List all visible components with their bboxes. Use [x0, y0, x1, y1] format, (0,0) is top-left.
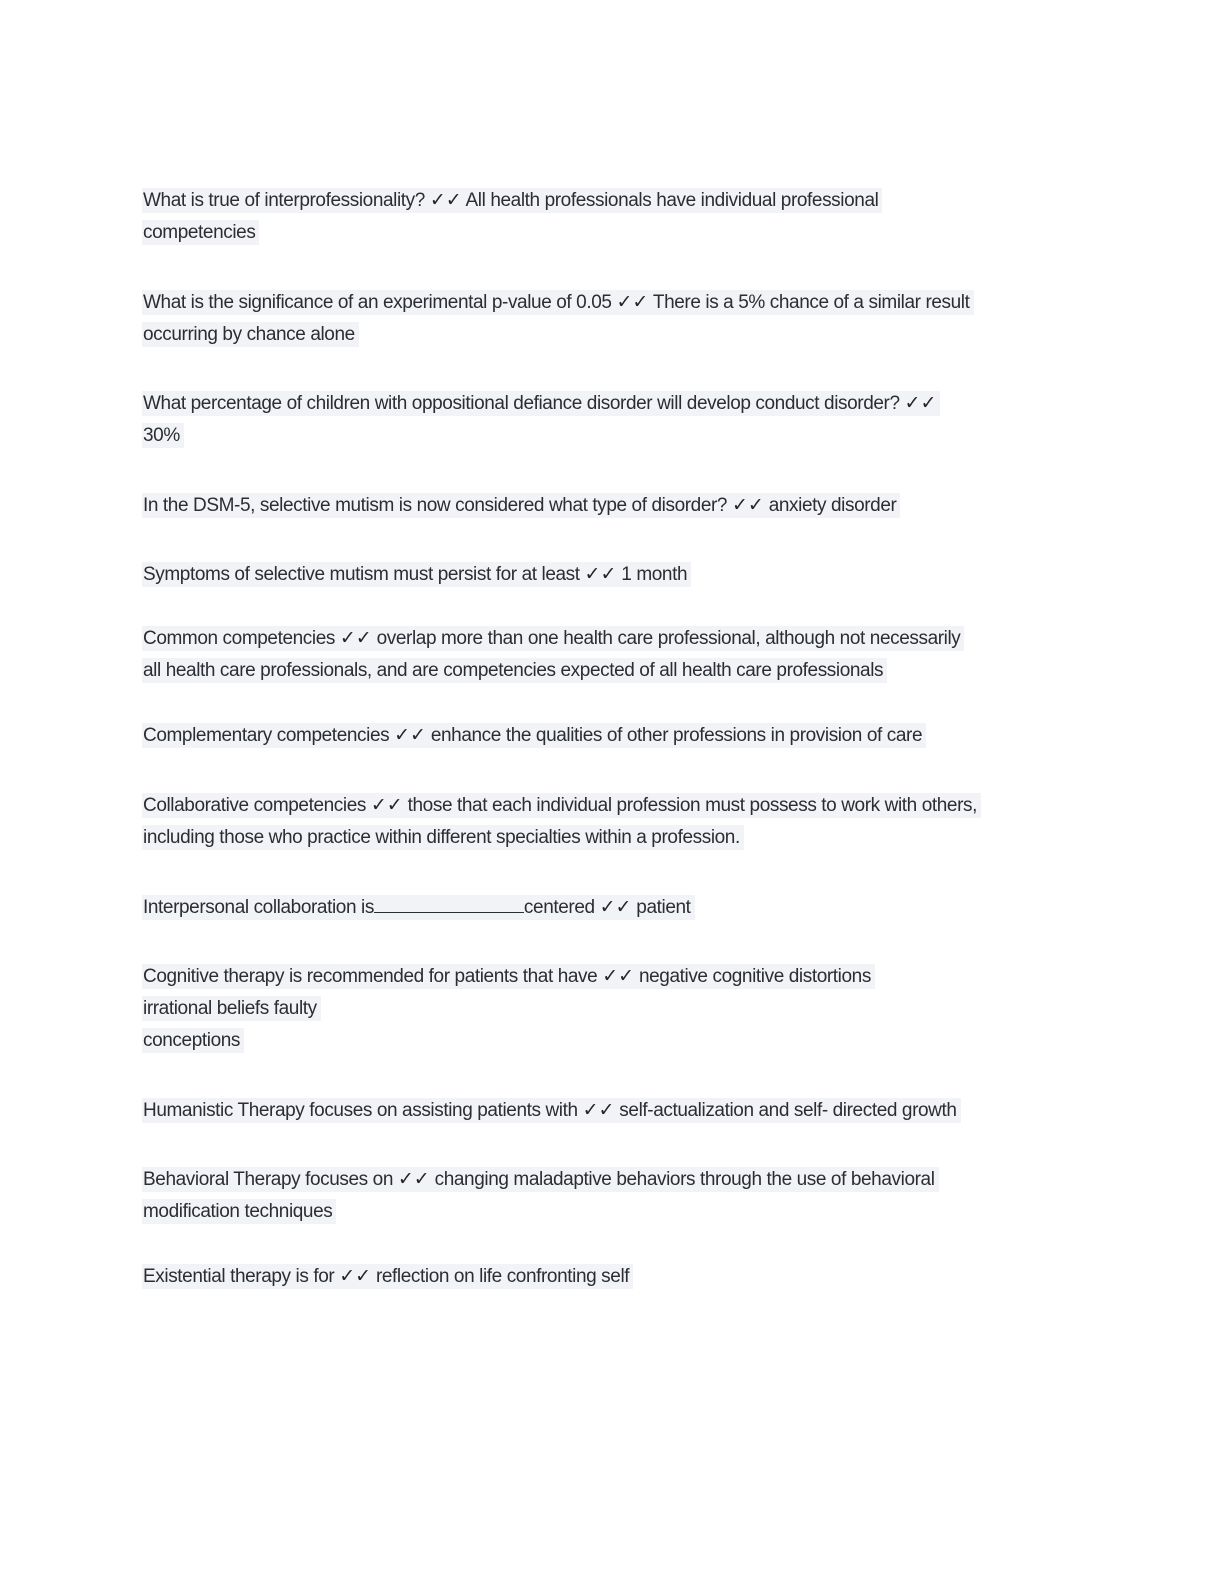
qa-item-p-value	[142, 286, 1082, 351]
question-text: Symptoms of selective mutism must persist for at least	[143, 564, 580, 585]
question-text: What is true of interprofessionality?	[143, 190, 425, 211]
answer-text: reflection on life confronting self	[375, 1266, 630, 1287]
answer-text: conceptions	[142, 1028, 244, 1053]
qa-item-selective-mutism-type	[142, 489, 1082, 522]
answer-text: changing maladaptive behaviors through the use of behavioral	[434, 1169, 935, 1190]
qa-item-collaborative-competencies	[142, 789, 1082, 854]
double-check-icon: ✓✓	[602, 965, 635, 987]
double-check-icon: ✓✓	[370, 794, 403, 816]
qa-item-complementary-competencies	[142, 719, 1082, 752]
qa-item-interprofessionality	[142, 184, 1082, 249]
answer-text: patient	[636, 897, 691, 918]
qa-item-odd-conduct	[142, 387, 1082, 452]
qa-item-existential-therapy	[142, 1260, 1082, 1293]
answer-text: modification techniques	[142, 1199, 336, 1224]
double-check-icon: ✓✓	[599, 896, 632, 918]
qa-item-humanistic-therapy	[142, 1094, 1082, 1127]
qa-item-common-competencies	[142, 622, 1082, 687]
answer-text: occurring by chance alone	[142, 322, 359, 347]
double-check-icon: ✓✓	[904, 392, 937, 414]
double-check-icon: ✓✓	[339, 1265, 372, 1287]
question-text: Common competencies	[143, 628, 335, 649]
answer-text: irrational beliefs faulty	[142, 996, 321, 1021]
answer-text: negative cognitive distortions	[638, 966, 871, 987]
answer-text: 1 month	[621, 564, 688, 585]
answer-text: enhance the qualities of other professions in provision of care	[430, 725, 923, 746]
answer-text: All health professionals have individual professional	[465, 190, 879, 211]
answer-text: 30%	[142, 423, 184, 448]
double-check-icon: ✓✓	[339, 627, 372, 649]
qa-item-behavioral-therapy	[142, 1163, 1082, 1228]
double-check-icon: ✓✓	[616, 291, 649, 313]
answer-text: including those who practice within different specialties within a profession.	[142, 825, 744, 850]
question-text: In the DSM-5, selective mutism is now considered what type of disorder?	[143, 495, 728, 516]
qa-item-selective-mutism-duration	[142, 558, 1082, 591]
double-check-icon: ✓✓	[584, 563, 617, 585]
question-text: Collaborative competencies	[143, 795, 366, 816]
question-text: What percentage of children with oppositional defiance disorder will develop conduct disorder?	[143, 393, 900, 414]
answer-text: There is a 5% chance of a similar result	[652, 292, 970, 313]
question-text: Cognitive therapy is recommended for patients that have	[143, 966, 598, 987]
answer-text: competencies	[142, 220, 259, 245]
answer-text: self-actualization and self- directed growth	[619, 1100, 957, 1121]
double-check-icon: ✓✓	[731, 494, 764, 516]
question-text: Existential therapy is for	[143, 1266, 335, 1287]
question-text: Humanistic Therapy focuses on assisting patients with	[143, 1100, 578, 1121]
answer-text: those that each individual profession must possess to work with others,	[407, 795, 977, 816]
double-check-icon: ✓✓	[582, 1099, 615, 1121]
qa-item-interpersonal-collaboration	[142, 891, 1082, 924]
question-text: Interpersonal collaboration is	[143, 897, 374, 918]
double-check-icon: ✓✓	[429, 189, 462, 211]
question-text: centered	[523, 897, 595, 918]
double-check-icon: ✓✓	[397, 1168, 430, 1190]
answer-text: anxiety disorder	[768, 495, 897, 516]
answer-text: overlap more than one health care professional, although not necessarily	[376, 628, 961, 649]
question-text: Complementary competencies	[143, 725, 390, 746]
question-text: What is the significance of an experimental p-value of 0.05	[143, 292, 612, 313]
double-check-icon: ✓✓	[394, 724, 426, 746]
question-text: Behavioral Therapy focuses on	[143, 1169, 393, 1190]
qa-item-cognitive-therapy	[142, 960, 1082, 1057]
answer-text: all health care professionals, and are competencies expected of all health care professionals	[142, 658, 887, 683]
fill-in-blank	[374, 894, 524, 913]
